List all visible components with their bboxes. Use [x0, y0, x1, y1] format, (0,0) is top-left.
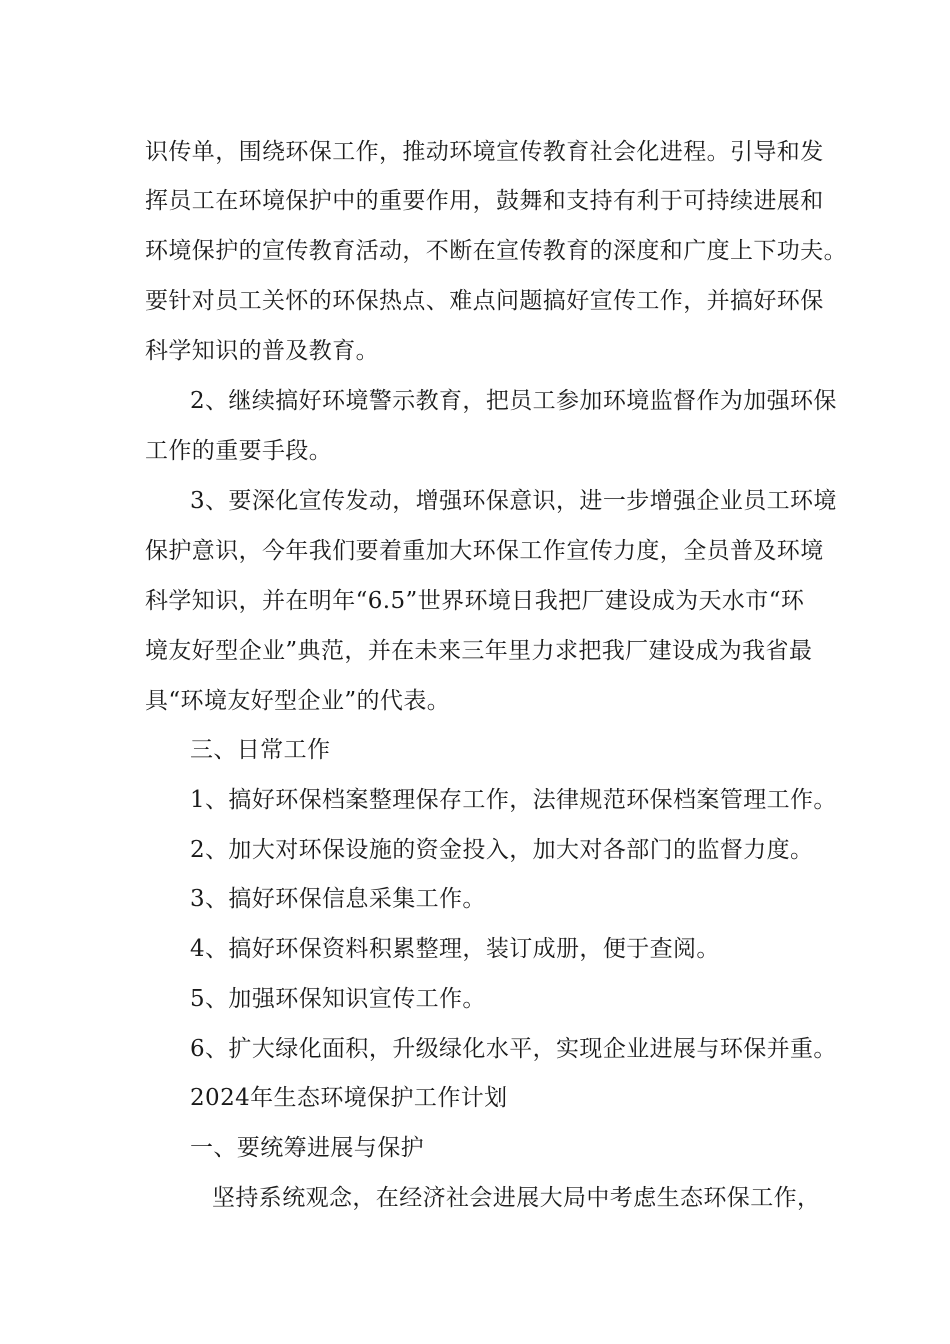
- paragraph-line: 识传单，围绕环保工作，推动环境宣传教育社会化进程。引导和发: [145, 139, 824, 165]
- paragraph-line: 挥员工在环境保护中的重要作用，鼓舞和支持有利于可持续进展和: [145, 188, 824, 214]
- list-item-line: 5、加强环保知识宣传工作。: [190, 986, 486, 1012]
- section-heading: 三、日常工作: [190, 737, 331, 763]
- list-item-line: 2、继续搞好环境警示教育，把员工参加环境监督作为加强环保: [190, 388, 837, 414]
- list-item-line: 2、加大对环保设施的资金投入，加大对各部门的监督力度。: [190, 837, 814, 863]
- paragraph-line: 环境保护的宣传教育活动，不断在宣传教育的深度和广度上下功夫。: [145, 238, 847, 264]
- paragraph-line: 坚持系统观念，在经济社会进展大局中考虑生态环保工作，: [212, 1185, 821, 1211]
- paragraph-line: 境友好型企业”典范，并在未来三年里力求把我厂建设成为我省最: [145, 638, 813, 664]
- paragraph-line: 科学知识的普及教育。: [145, 338, 379, 364]
- paragraph-line: 科学知识，并在明年“6.5”世界环境日我把厂建设成为天水市“环: [145, 588, 805, 614]
- paragraph-line: 保护意识，今年我们要着重加大环保工作宣传力度，全员普及环境: [145, 538, 824, 564]
- list-item-line: 3、搞好环保信息采集工作。: [190, 886, 486, 912]
- document-title: 2024年生态环境保护工作计划: [190, 1085, 508, 1111]
- paragraph-line: 要针对员工关怀的环保热点、难点问题搞好宣传工作，并搞好环保: [145, 288, 824, 314]
- list-item-line: 4、搞好环保资料积累整理，装订成册，便于查阅。: [190, 936, 720, 962]
- paragraph-line: 工作的重要手段。: [145, 438, 333, 464]
- list-item-line: 6、扩大绿化面积，升级绿化水平，实现企业进展与环保并重。: [190, 1036, 837, 1062]
- list-item-line: 1、搞好环保档案整理保存工作，法律规范环保档案管理工作。: [190, 787, 837, 813]
- list-item-line: 3、要深化宣传发动，增强环保意识，进一步增强企业员工环境: [190, 488, 837, 514]
- paragraph-line: 具“环境友好型企业”的代表。: [145, 688, 451, 714]
- section-heading: 一、要统筹进展与保护: [190, 1135, 424, 1161]
